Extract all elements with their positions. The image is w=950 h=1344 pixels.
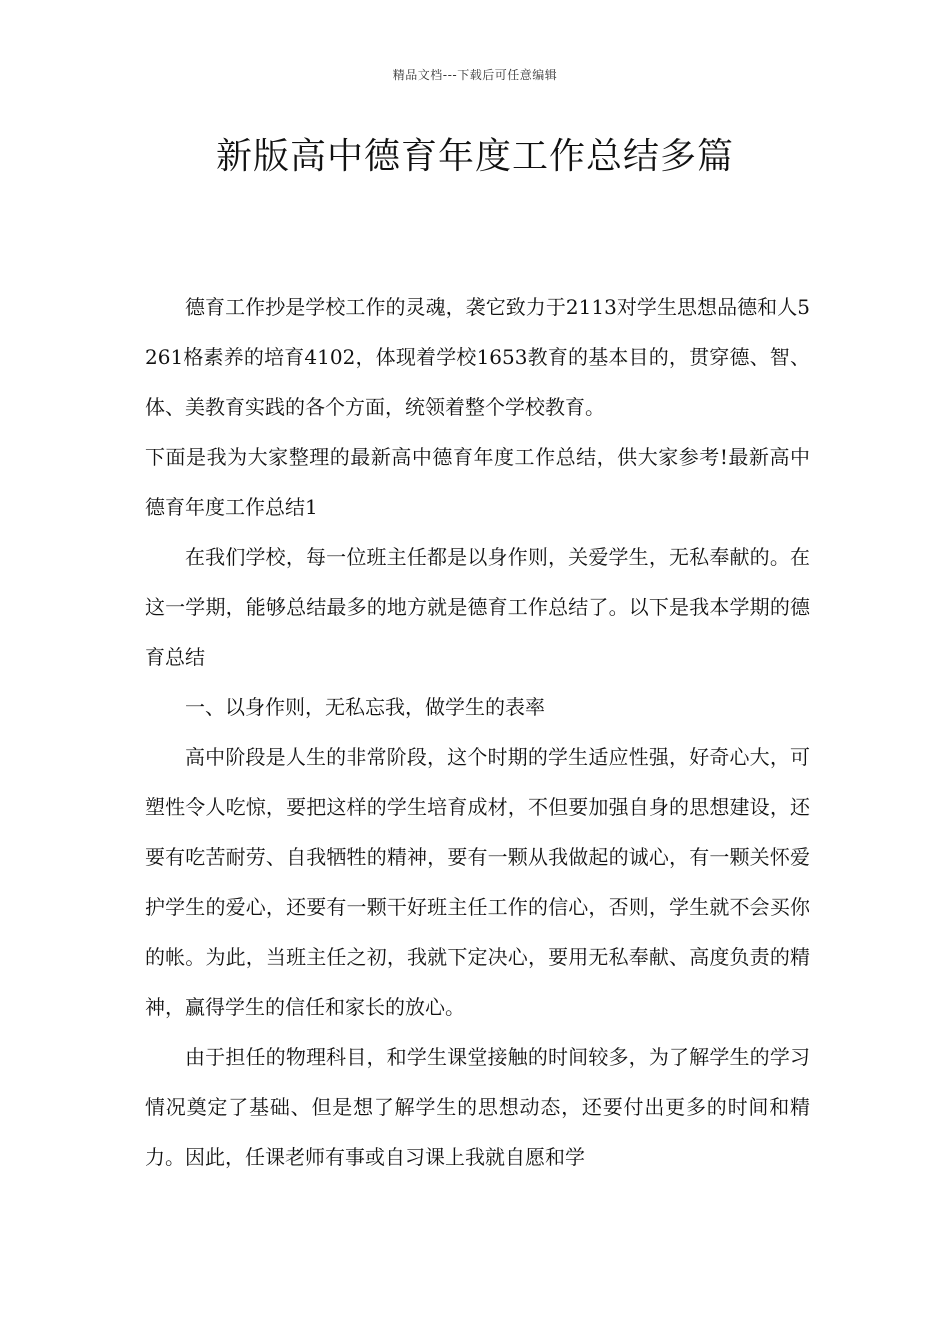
paragraph-section-1: 高中阶段是人生的非常阶段，这个时期的学生适应性强，好奇心大，可塑性令人吃惊，要把这样的学生培育成材，不但要加强自身的思想建设，还要有吃苦耐劳、自我牺牲的精神，要有一颗从我做起的诚心，有一颗关怀爱护学生的爱心，还要有一颗干好班主任工作的信心，否则，学生就不会买你的帐。为此，当班主任之初，我就下定决心，要用无私奉献、高度负责的精神，赢得学生的信任和家长的放心。 [145,745,810,1019]
header-note: 精品文档---下载后可任意编辑 [392,68,558,82]
document-title: 新版高中德育年度工作总结多篇 [215,136,734,177]
paragraph-intro-continued: 下面是我为大家整理的最新高中德育年度工作总结，供大家参考!最新高中德育年度工作总结1 [145,445,810,519]
paragraph-intro: 德育工作抄是学校工作的灵魂，袭它致力于2113对学生思想品德和人5261格素养的培育4102，体现着学校1653教育的基本目的，贯穿德、智、体、美教育实践的各个方面，统领着整个学校教育。 [145,295,810,419]
paragraph-summary-opening: 在我们学校，每一位班主任都是以身作则，关爱学生，无私奉献的。在这一学期，能够总结最多的地方就是德育工作总结了。以下是我本学期的德育总结 [145,545,810,669]
section-heading-1: 一、以身作则，无私忘我，做学生的表率 [185,695,545,719]
document-body [145,282,810,1182]
paragraph-section-1-continued: 由于担任的物理科目，和学生课堂接触的时间较多，为了解学生的学习情况奠定了基础、但是想了解学生的思想动态，还要付出更多的时间和精力。因此，任课老师有事或自习课上我就自愿和学 [145,1045,810,1169]
